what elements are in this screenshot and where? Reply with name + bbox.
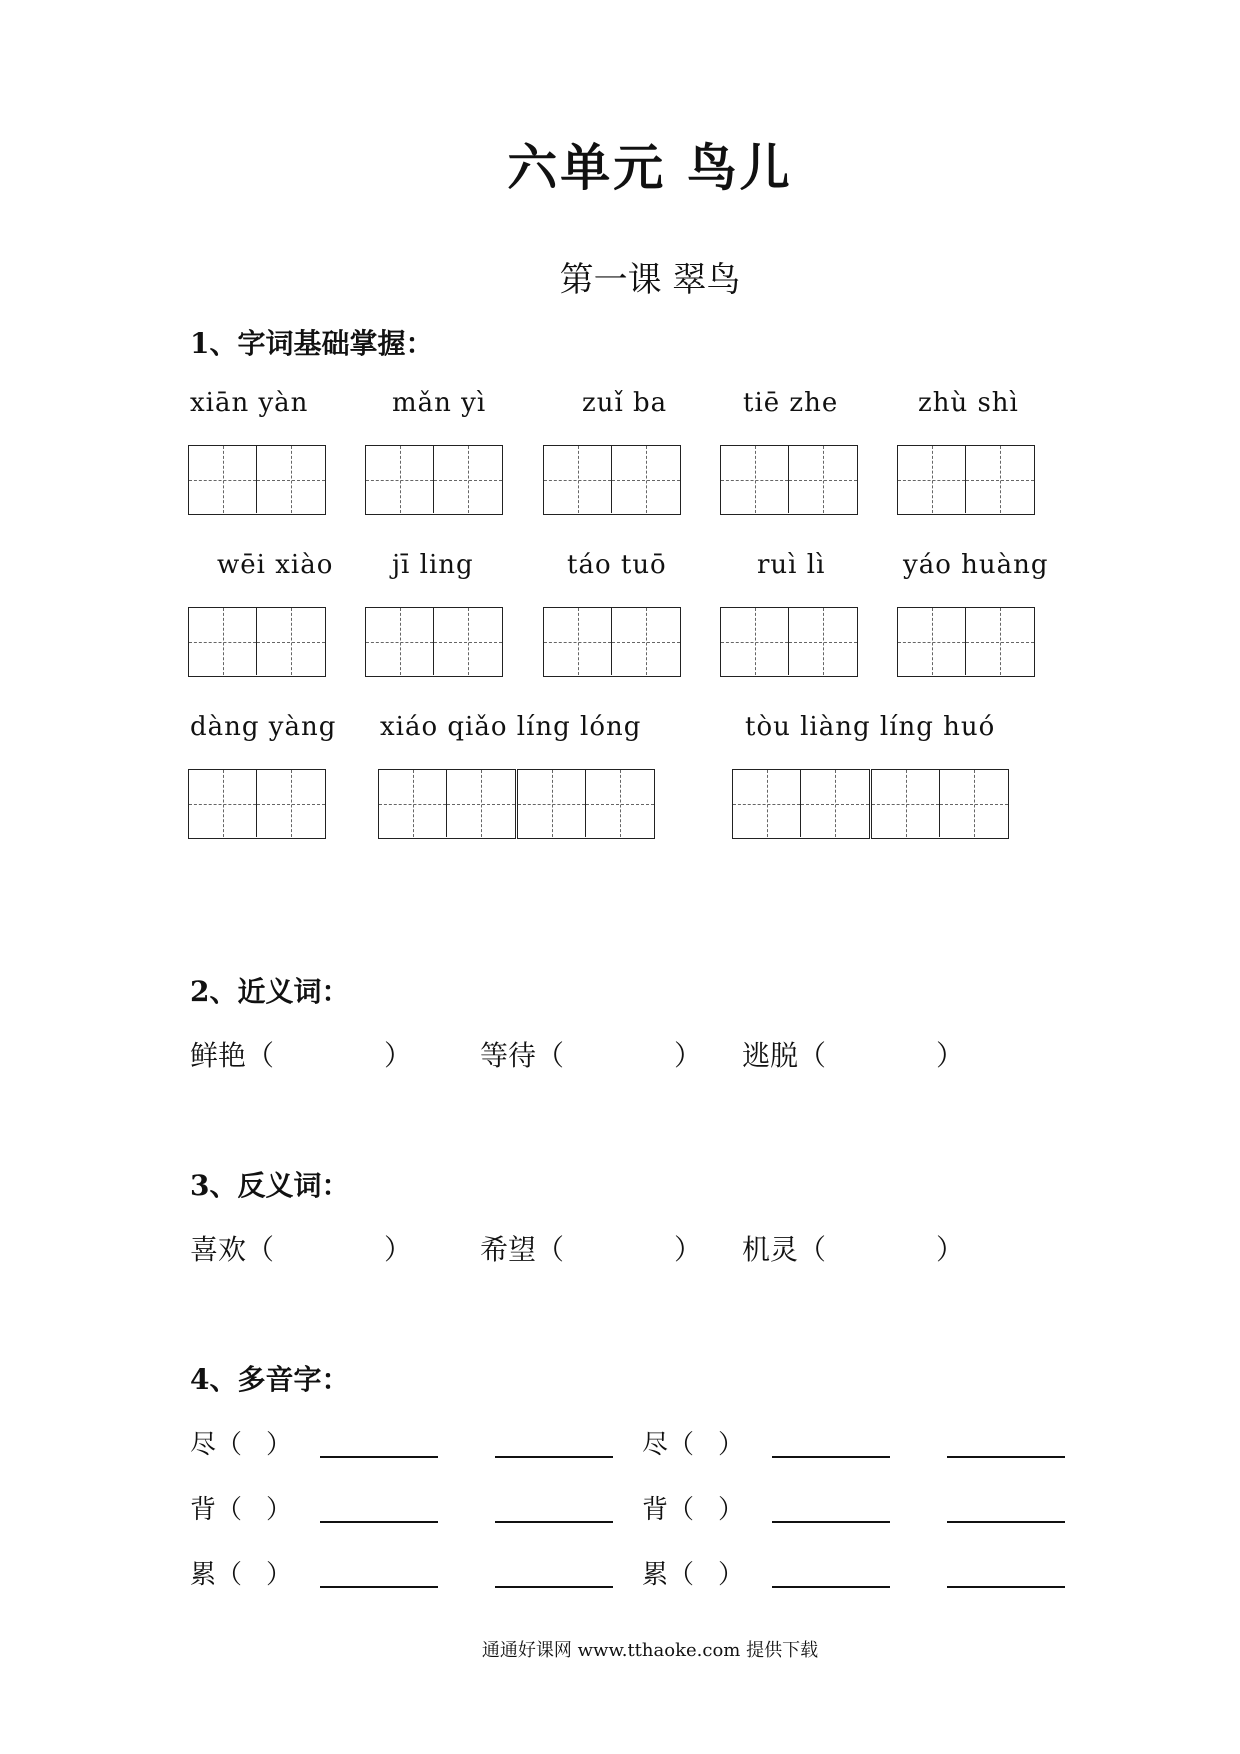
polyphone-item: 累（ ）: [642, 1560, 745, 1590]
pinyin-1-4: tiē zhe: [743, 388, 839, 418]
section3-title: 3、反义词：: [190, 1169, 350, 1202]
antonym-item[interactable]: 希望（ ）: [480, 1233, 703, 1266]
answer-blank[interactable]: [947, 1586, 1065, 1588]
answer-blank[interactable]: [320, 1456, 438, 1458]
answer-blank[interactable]: [495, 1456, 613, 1458]
writing-grid[interactable]: [720, 607, 858, 677]
answer-blank[interactable]: [495, 1521, 613, 1523]
writing-grid[interactable]: [871, 769, 1009, 839]
antonym-item[interactable]: 机灵（ ）: [742, 1233, 965, 1266]
antonym-word: 希望: [480, 1233, 537, 1266]
synonym-item[interactable]: 鲜艳（ ）: [190, 1039, 413, 1072]
polyphone-item: 背（ ）: [642, 1495, 745, 1525]
synonym-item[interactable]: 逃脱（ ）: [742, 1039, 965, 1072]
writing-grid[interactable]: [188, 445, 326, 515]
antonym-item[interactable]: 喜欢（ ）: [190, 1233, 413, 1266]
antonym-word: 机灵: [742, 1233, 799, 1266]
polyphone-item: 尽（ ）: [642, 1430, 745, 1460]
writing-grid[interactable]: [732, 769, 870, 839]
pinyin-2-4: ruì lì: [757, 550, 826, 580]
polyphone-item: 累（ ）: [190, 1560, 293, 1590]
answer-blank[interactable]: [495, 1586, 613, 1588]
polyphone-item: 背（ ）: [190, 1495, 293, 1525]
footer-text: 通通好课网 www.tthaoke.com 提供下载: [481, 1640, 819, 1661]
unit-title: 六单元 鸟儿: [507, 139, 793, 197]
pinyin-2-5: yáo huàng: [903, 550, 1049, 580]
writing-grid[interactable]: [543, 445, 681, 515]
writing-grid[interactable]: [897, 445, 1035, 515]
answer-blank[interactable]: [947, 1456, 1065, 1458]
pinyin-2-3: táo tuō: [567, 550, 667, 580]
synonym-word: 逃脱: [742, 1039, 799, 1072]
writing-grid[interactable]: [188, 607, 326, 677]
section2-title: 2、近义词：: [190, 975, 350, 1008]
pinyin-3-2: xiáo qiǎo líng lóng: [380, 712, 642, 742]
answer-blank[interactable]: [947, 1521, 1065, 1523]
pinyin-1-3: zuǐ ba: [582, 388, 668, 418]
writing-grid[interactable]: [365, 607, 503, 677]
answer-blank[interactable]: [320, 1521, 438, 1523]
pinyin-3-3: tòu liàng líng huó: [745, 712, 996, 742]
pinyin-1-1: xiān yàn: [190, 388, 309, 418]
answer-blank[interactable]: [772, 1521, 890, 1523]
section4-title: 4、多音字：: [190, 1363, 350, 1396]
writing-grid[interactable]: [720, 445, 858, 515]
polyphone-item: 尽（ ）: [190, 1430, 293, 1460]
writing-grid[interactable]: [543, 607, 681, 677]
writing-grid[interactable]: [517, 769, 655, 839]
synonym-word: 等待: [480, 1039, 537, 1072]
pinyin-1-2: mǎn yì: [392, 388, 487, 418]
synonym-word: 鲜艳: [190, 1039, 247, 1072]
answer-blank[interactable]: [320, 1586, 438, 1588]
lesson-title: 第一课 翠鸟: [559, 260, 741, 300]
writing-grid[interactable]: [378, 769, 516, 839]
pinyin-3-1: dàng yàng: [190, 712, 337, 742]
section1-title: 1、字词基础掌握：: [190, 327, 434, 360]
writing-grid[interactable]: [897, 607, 1035, 677]
pinyin-2-2: jī ling: [392, 550, 474, 580]
answer-blank[interactable]: [772, 1586, 890, 1588]
answer-blank[interactable]: [772, 1456, 890, 1458]
writing-grid[interactable]: [365, 445, 503, 515]
synonym-item[interactable]: 等待（ ）: [480, 1039, 703, 1072]
pinyin-1-5: zhù shì: [918, 388, 1019, 418]
writing-grid[interactable]: [188, 769, 326, 839]
pinyin-2-1: wēi xiào: [217, 550, 334, 580]
antonym-word: 喜欢: [190, 1233, 247, 1266]
